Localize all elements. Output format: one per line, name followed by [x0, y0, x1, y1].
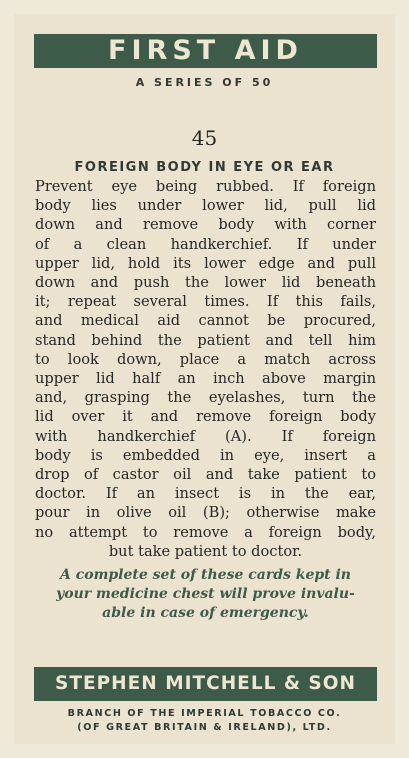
- branch-line: (OF GREAT BRITAIN & IRELAND), LTD.: [77, 722, 332, 733]
- body-line: doctor. If an insect is in the ear,: [35, 485, 376, 503]
- body-line: upper lid half an inch above margin: [35, 370, 376, 388]
- body-line: lid over it and remove foreign body: [35, 408, 376, 426]
- body-line: it; repeat several times. If this fails,: [35, 293, 376, 311]
- body-line: body lies under lower lid, pull lid: [35, 197, 376, 215]
- body-line: to look down, place a match across: [35, 350, 376, 368]
- body-text: [35, 177, 376, 561]
- series-label: A SERIES OF 50: [135, 76, 274, 89]
- publisher-banner: [34, 667, 377, 701]
- body-line: but take patient to doctor.: [108, 542, 303, 560]
- card-title: FIRST AID: [108, 35, 303, 66]
- body-line: no attempt to remove a foreign body,: [35, 523, 376, 541]
- body-line: with handkerchief (A). If foreign: [35, 427, 376, 445]
- body-line: Prevent eye being rubbed. If foreign: [35, 178, 376, 195]
- body-line: of a clean handkerchief. If under: [35, 235, 376, 253]
- note-line: your medicine chest will prove invalu-: [56, 586, 355, 602]
- body-line: and medical aid cannot be procured,: [35, 312, 376, 330]
- collector-note: [40, 566, 371, 623]
- body-line: upper lid, hold its lower edge and pull: [35, 254, 376, 272]
- body-line: body is embedded in eye, insert a: [35, 446, 376, 464]
- card-number: 45: [191, 126, 218, 150]
- title-banner: [34, 34, 377, 68]
- body-line: stand behind the patient and tell him: [35, 331, 376, 349]
- note-line: able in case of emergency.: [102, 605, 309, 621]
- body-line: down and push the lower lid beneath: [35, 274, 376, 292]
- branch-line: BRANCH OF THE IMPERIAL TOBACCO CO.: [67, 708, 342, 719]
- branch-text: [0, 707, 409, 735]
- body-line: drop of castor oil and take patient to: [35, 466, 376, 484]
- card-heading: FOREIGN BODY IN EYE OR EAR: [74, 160, 335, 175]
- body-line: pour in olive oil (B); otherwise make: [35, 504, 376, 522]
- publisher-name: STEPHEN MITCHELL & SON: [55, 673, 356, 694]
- note-line: A complete set of these cards kept in: [59, 567, 351, 583]
- body-line: and, grasping the eyelashes, turn the: [35, 389, 376, 407]
- body-line: down and remove body with corner: [35, 216, 376, 234]
